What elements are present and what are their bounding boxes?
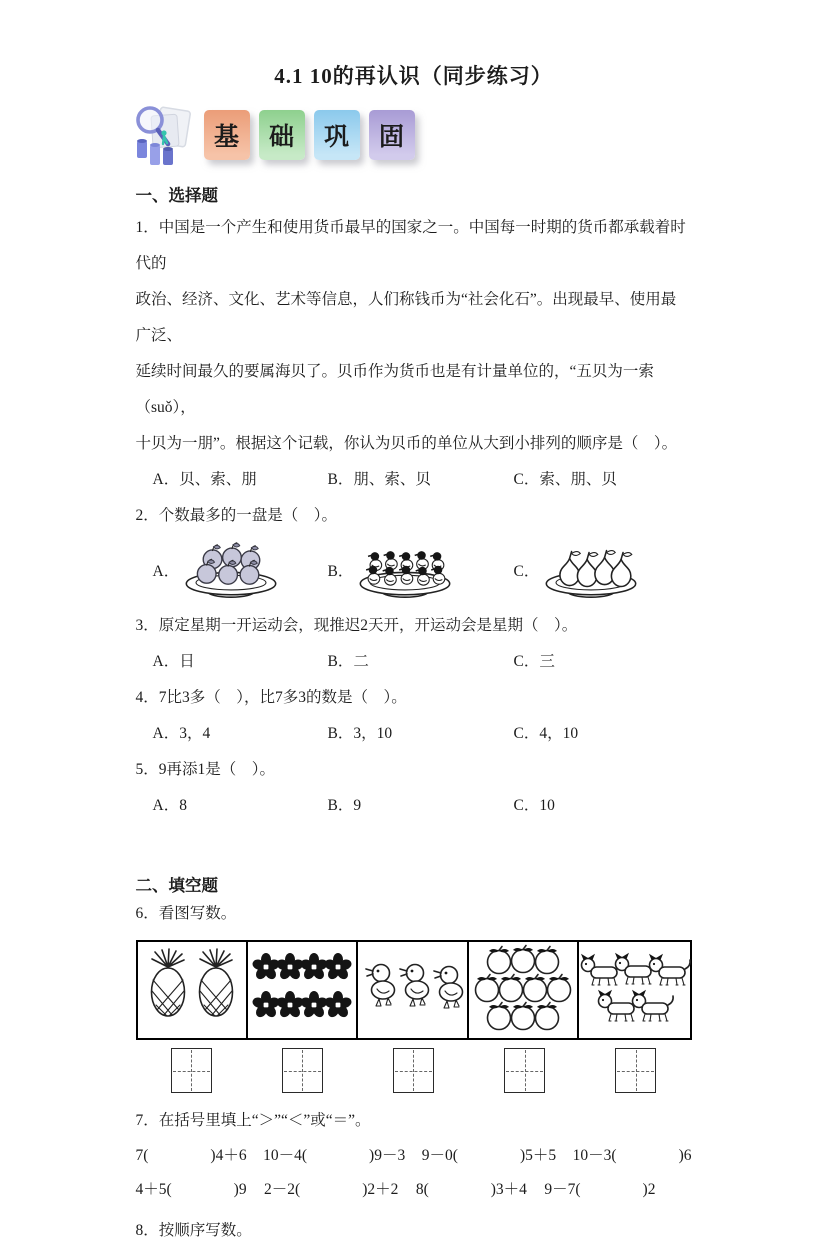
option-c: C．三 bbox=[513, 653, 555, 670]
question-1-line: 十贝为一朋”。根据这个记载，你认为贝币的单位从大到小排列的顺序是（ ）。 bbox=[135, 435, 678, 452]
question-1-line: 1．中国是一个产生和使用货币最早的国家之一。中国每一时期的货币都承载着时代的 bbox=[135, 219, 686, 272]
option-c: C．10 bbox=[513, 797, 555, 814]
banner-tiles bbox=[204, 110, 415, 160]
question-5-options bbox=[136, 788, 692, 824]
banner-tile: 基 bbox=[204, 110, 250, 160]
question-7-row-2 bbox=[136, 1173, 656, 1207]
option-c: C．4，10 bbox=[513, 725, 579, 742]
compare-expression: 8( )3＋4 bbox=[415, 1181, 527, 1198]
plate-of-apples bbox=[179, 536, 283, 604]
question-3-text: 3．原定星期一开运动会，现推迟2天开，开运动会是星期（ ）。 bbox=[135, 617, 578, 634]
section-banner bbox=[128, 102, 692, 168]
option-a: A．8 bbox=[152, 797, 187, 814]
question-1-line: 延续时间最久的要属海贝了。贝币作为货币也是有计量单位的，“五贝为一索（suǒ）， bbox=[135, 363, 654, 416]
question-3-options bbox=[136, 644, 692, 680]
banner-tile: 巩 bbox=[314, 110, 360, 160]
answer-grid bbox=[393, 1048, 434, 1093]
option-b: B．3，10 bbox=[327, 725, 393, 742]
question-2-options bbox=[136, 536, 692, 604]
compare-expression: 9－7( )2 bbox=[544, 1181, 656, 1198]
question-1-line: 政治、经济、文化、艺术等信息，人们称钱币为“社会化石”。出现最早、使用最广泛、 bbox=[135, 291, 677, 344]
count-pictures-table bbox=[136, 940, 692, 1040]
option-a: A．3，4 bbox=[152, 725, 211, 742]
page-title: 4.1 10的再认识（同步练习） bbox=[274, 64, 553, 88]
compare-expression: 10－3( )6 bbox=[572, 1147, 692, 1164]
plate-of-pears bbox=[539, 536, 643, 604]
option-b: B．朋、索、贝 bbox=[327, 471, 431, 488]
cell-persimmons bbox=[469, 942, 579, 1038]
question-7-row-1 bbox=[136, 1139, 692, 1173]
question-4-text: 4．7比3多（ ），比7多3的数是（ ）。 bbox=[135, 689, 407, 706]
option-b: B．二 bbox=[327, 653, 369, 670]
compare-expression: 10－4( )9－3 bbox=[263, 1147, 406, 1164]
section-heading-choice: 一、选择题 bbox=[135, 186, 218, 205]
option-c: C．索、朋、贝 bbox=[513, 471, 617, 488]
compare-expression: 4＋5( )9 bbox=[135, 1181, 247, 1198]
magnifier-bar-chart-icon bbox=[128, 103, 198, 167]
option-a: A．日 bbox=[152, 653, 195, 670]
option-b: B．9 bbox=[327, 797, 362, 814]
cell-ducks bbox=[358, 942, 468, 1038]
plate-option-c bbox=[514, 536, 692, 604]
question-7-text: 7．在括号里填上“＞”“＜”或“＝”。 bbox=[135, 1112, 371, 1129]
answer-grid bbox=[171, 1048, 212, 1093]
question-5-text: 5．9再添1是（ ）。 bbox=[135, 761, 276, 778]
question-6-text: 6．看图写数。 bbox=[135, 905, 237, 922]
answer-grid bbox=[282, 1048, 323, 1093]
question-2-text: 2．个数最多的一盘是（ ）。 bbox=[135, 507, 338, 524]
option-a: A．贝、索、朋 bbox=[152, 471, 257, 488]
banner-tile: 固 bbox=[369, 110, 415, 160]
cell-pineapples bbox=[138, 942, 248, 1038]
cell-flowers bbox=[248, 942, 358, 1038]
compare-expression: 2－2( )2＋2 bbox=[264, 1181, 399, 1198]
compare-expression: 7( )4＋6 bbox=[135, 1147, 247, 1164]
option-label: A． bbox=[152, 563, 180, 580]
answer-grids-row bbox=[136, 1048, 692, 1093]
plate-of-chicks bbox=[353, 536, 457, 604]
plate-option-b bbox=[328, 536, 514, 604]
plate-option-a bbox=[153, 536, 328, 604]
option-label: B． bbox=[327, 563, 354, 580]
question-8-text: 8．按顺序写数。 bbox=[135, 1222, 252, 1239]
option-label: C． bbox=[513, 563, 540, 580]
question-1-text bbox=[136, 210, 692, 462]
question-1-options bbox=[136, 462, 692, 498]
compare-expression: 9－0( )5＋5 bbox=[421, 1147, 557, 1164]
answer-grid bbox=[504, 1048, 545, 1093]
banner-tile: 础 bbox=[259, 110, 305, 160]
section-heading-fill-blank: 二、填空题 bbox=[135, 876, 218, 895]
question-4-options bbox=[136, 716, 692, 752]
cell-dogs bbox=[579, 942, 689, 1038]
page-content bbox=[136, 0, 692, 1249]
answer-grid bbox=[615, 1048, 656, 1093]
